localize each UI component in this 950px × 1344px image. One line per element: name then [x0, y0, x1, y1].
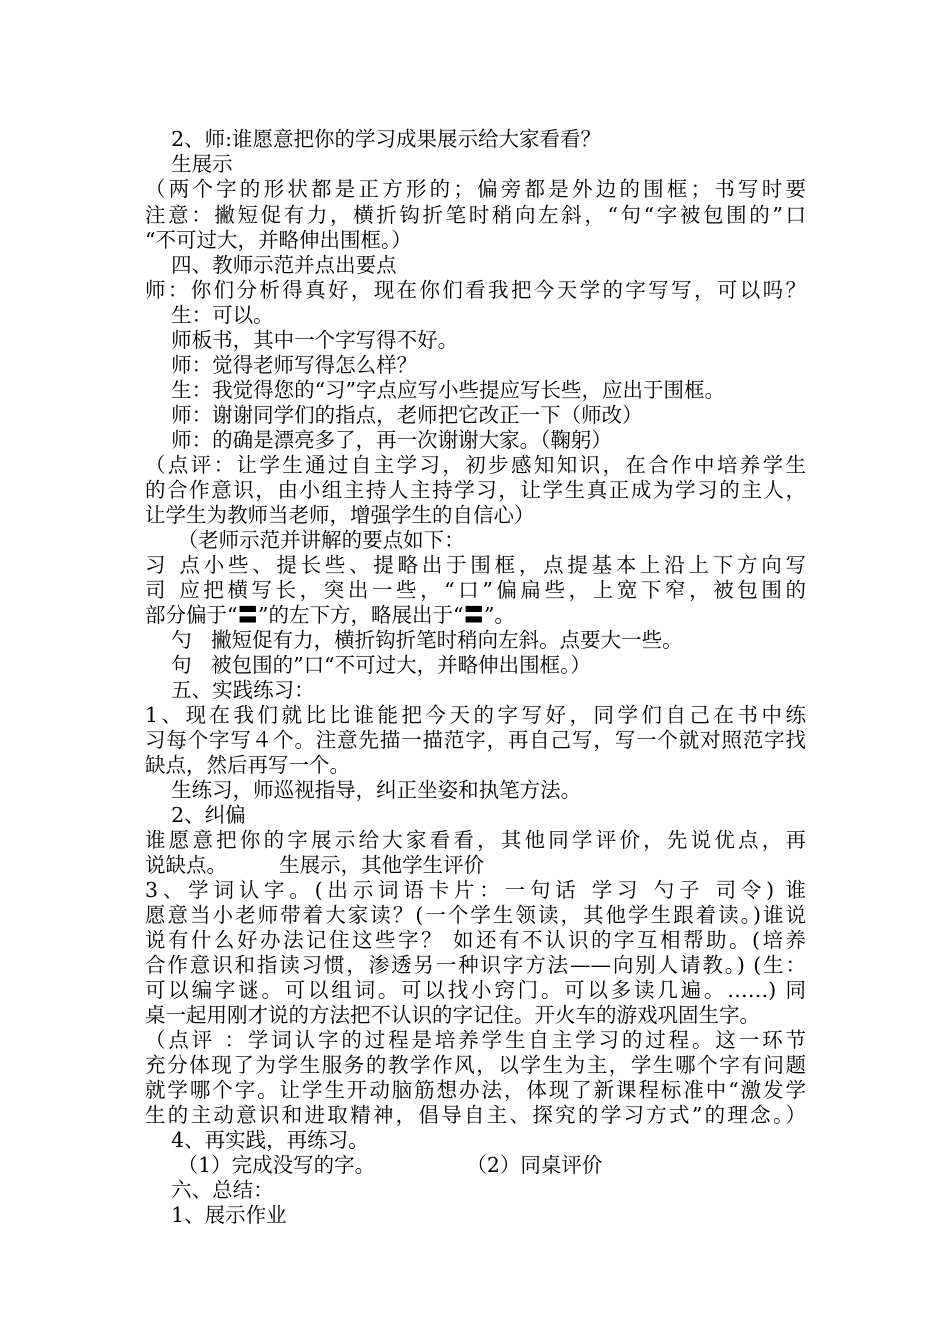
text-line: 2、纠偏	[145, 803, 246, 827]
text-line: 的合作意识，由小组主持人主持学习，让学生真正成为学习的主人，	[145, 478, 806, 502]
text-line: 让学生为教师当老师，增强学生的自信心）	[145, 503, 535, 527]
text-line: 习 点小些、提长些、提略出于围框，点提基本上沿上下方向写	[145, 553, 806, 577]
text-line: 师：谢谢同学们的指点，老师把它改正一下（师改）	[145, 403, 643, 427]
text-line: 师：觉得老师写得怎么样？	[145, 353, 418, 377]
text-line: 师：你们分析得真好，现在你们看我把今天学的字写写，可以吗？	[145, 278, 806, 302]
text-line: 生：我觉得您的“习”字点应写小些提应写长些，应出于围框。	[145, 378, 726, 402]
text-line: 3、学词认字。(出示词语卡片：一句话 学习 勺子 司令) 谁	[145, 878, 806, 902]
text-line: 生练习，师巡视指导，纠正坐姿和执笔方法。	[145, 778, 582, 802]
text-line: 说缺点。 生展示，其他学生评价	[145, 853, 485, 877]
text-line: 1、展示作业	[145, 1203, 287, 1227]
text-line: 谁愿意把你的字展示给大家看看，其他同学评价，先说优点，再	[145, 828, 806, 852]
text-line: 习每个字写４个。注意先描一描范字，再自己写，写一个就对照范字找	[145, 728, 806, 752]
text-line: 生展示	[145, 152, 233, 176]
text-line: 师：的确是漂亮多了，再一次谢谢大家。（鞠躬）	[145, 428, 612, 452]
text-line: 四、教师示范并点出要点	[145, 253, 397, 277]
text-line: 就学哪个字。让学生开动脑筋想办法，体现了新课程标准中“激发学	[145, 1078, 806, 1102]
text-line: 生的主动意识和进取精神，倡导自主、探究的学习方式”的理念。）	[145, 1103, 806, 1127]
text-line: 合作意识和指读习惯，渗透另一种识字方法——向别人请教。) (生：	[145, 953, 806, 977]
text-line: 4、再实践，再练习。	[145, 1128, 369, 1152]
text-line: 愿意当小老师带着大家读？(一个学生领读，其他学生跟着读。)谁说	[145, 903, 806, 927]
text-line: 充分体现了为学生服务的教学作风，以学生为主，学生哪个字有问题	[145, 1053, 806, 1077]
text-line: 1、现在我们就比比谁能把今天的字写好，同学们自己在书中练	[145, 703, 806, 727]
text-line: （1）完成没写的字。 （2）同桌评价	[145, 1153, 603, 1177]
text-line: 说有什么好办法记住这些字？ 如还有不认识的字互相帮助。(培养	[145, 928, 806, 952]
text-line: 2、师:谁愿意把你的学习成果展示给大家看看？	[145, 127, 602, 151]
text-line: 注意：撇短促有力，横折钩折笔时稍向左斜，“句“字被包围的”口	[145, 203, 806, 227]
text-line: 六、总结：	[145, 1178, 274, 1202]
text-line: （两个字的形状都是正方形的；偏旁都是外边的围框；书写时要	[145, 177, 806, 201]
text-line: 师板书，其中一个字写得不好。	[145, 328, 459, 352]
text-line: 桌一起用刚才说的方法把不认识的字记住。开火车的游戏巩固生字。	[145, 1003, 760, 1027]
text-line: 可以编字谜。可以组词。可以找小窍门。可以多读几遍。……) 同	[145, 978, 806, 1002]
text-line: 句 被包围的”口“不可过大，并略伸出围框。）	[145, 653, 591, 677]
text-line: 五、实践练习：	[145, 678, 315, 702]
text-line: 勺 撇短促有力，横折钩折笔时稍向左斜。点要大一些。	[145, 628, 683, 652]
text-line: 司 应把横写长，突出一些，“口”偏扁些，上宽下窄，被包围的	[145, 578, 806, 602]
text-line: “不可过大，并略伸出围框。）	[145, 228, 412, 252]
text-line: （点评 ：学词认字的过程是培养学生自主学习的过程。这一环节	[145, 1028, 806, 1052]
text-line: 缺点，然后再写一个。	[145, 753, 350, 777]
text-line: （点评：让学生通过自主学习，初步感知知识，在合作中培养学生	[145, 453, 806, 477]
text-line: 部分偏于“〓”的左下方，略展出于“〓”。	[145, 603, 515, 627]
text-line: 生：可以。	[145, 303, 274, 327]
text-line: （老师示范并讲解的要点如下：	[145, 528, 465, 552]
